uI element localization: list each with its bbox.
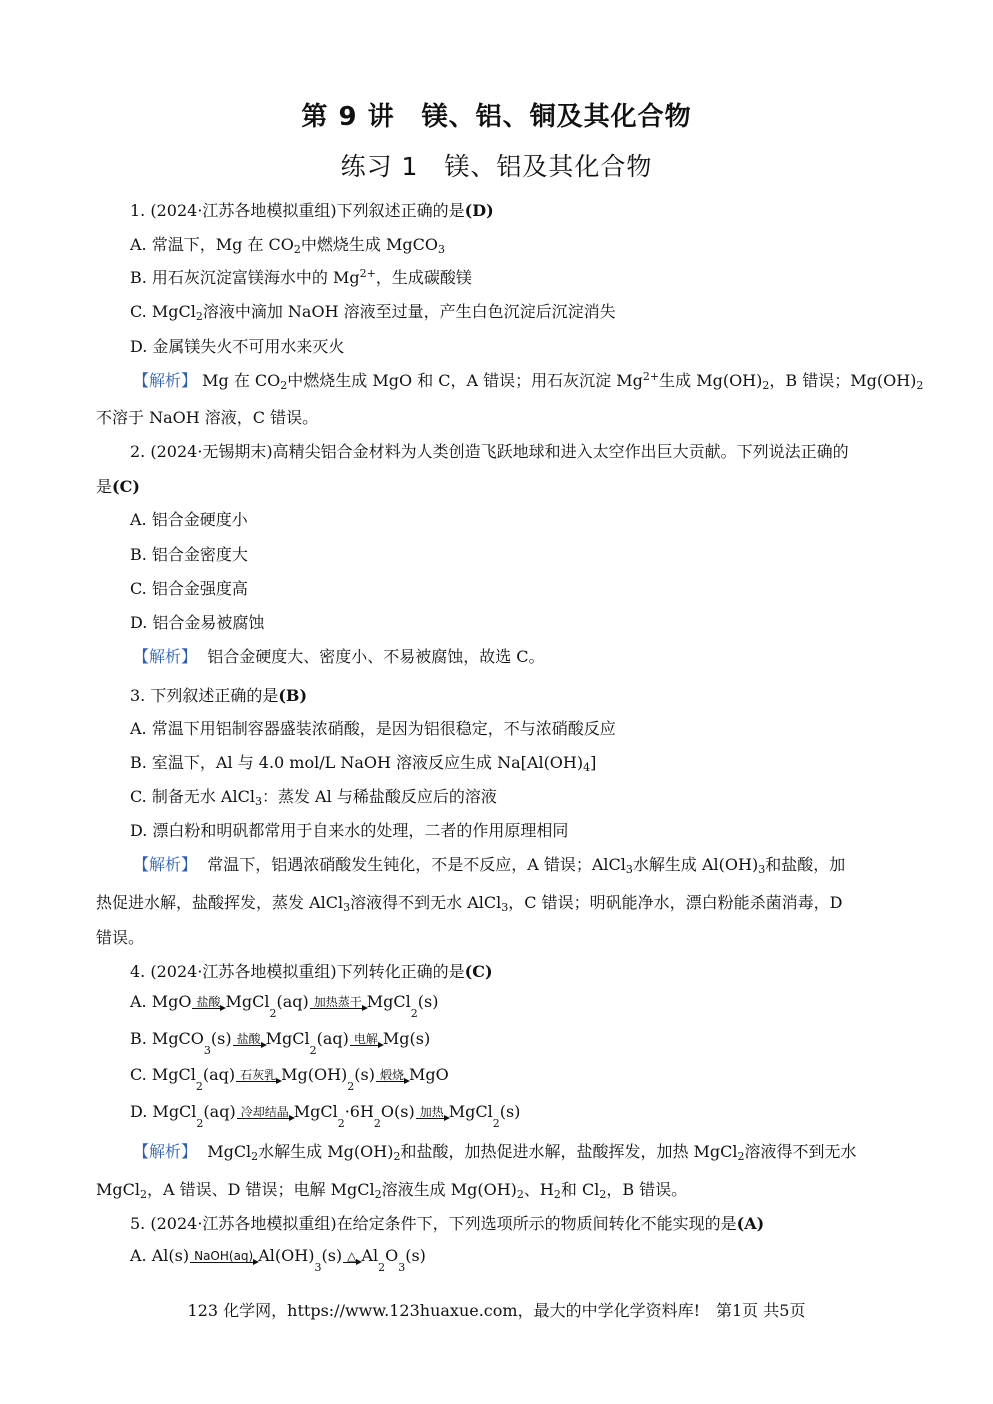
- reaction-arrow: 加热: [416, 1106, 448, 1124]
- question-4-analysis-cont: MgCl$_2$，A 错误、D 错误；电解 MgCl$_2$溶液生成 $Mg(OH)_2$、$H_2$和 $Cl_2$，B 错误。: [96, 1180, 688, 1201]
- question-5-stem: 5. (2024·江苏各地模拟重组)在给定条件下，下列选项所示的物质间转化不能实现的是(A): [130, 1214, 765, 1233]
- question-1-answer: (D): [464, 201, 494, 220]
- question-1-analysis-cont: 不溶于 NaOH 溶液，C 错误。: [96, 408, 319, 427]
- lecture-title: 第 9 讲 镁、铝、铜及其化合物: [301, 102, 692, 132]
- exercise-title: 练习 1 镁、铝及其化合物: [340, 152, 653, 181]
- question-5-answer: (A): [736, 1214, 765, 1233]
- question-2-option-d: D. 铝合金易被腐蚀: [130, 613, 265, 632]
- question-3-analysis-cont: 热促进水解，盐酸挥发，蒸发 AlCl$_3$溶液得不到无水 AlCl$_3$，C 错误；明矾能净水，漂白粉能杀菌消毒，D: [96, 893, 843, 914]
- question-1-option-c: C. MgCl$_2$溶液中滴加 NaOH 溶液至过量，产生白色沉淀后沉淀消失: [130, 302, 616, 323]
- question-3-analysis: 【解析】 常温下，铝遇浓硝酸发生钝化，不是不反应，A 错误；AlCl$_3$水解生成 $Al(OH)_3$和盐酸，加: [133, 855, 846, 876]
- question-2-stem-cont: 是(C): [96, 477, 140, 496]
- question-2-option-c: C. 铝合金强度高: [130, 579, 248, 598]
- reaction-arrow: NaOH(aq): [190, 1250, 257, 1268]
- question-3-stem: 3. 下列叙述正确的是(B): [130, 686, 308, 705]
- question-2-option-b: B. 铝合金密度大: [130, 545, 248, 564]
- question-3-option-b: B. 室温下，Al 与 4.0 mol/L NaOH 溶液反应生成 $Na[Al(OH)_4]$: [130, 753, 597, 774]
- question-5-option-a: A. Al(s) NaOH(aq) Al(OH) 3 (s) △ Al 2 O 3 (s): [130, 1246, 426, 1274]
- reaction-arrow: 加热蒸干: [310, 996, 366, 1014]
- page-footer: 123 化学网，https://www.123huaxue.com，最大的中学化学资料库! 第1页 共5页: [187, 1301, 806, 1320]
- question-4-option-a: A. MgO 盐酸 MgCl 2 (aq) 加热蒸干 MgCl 2 (s): [130, 992, 439, 1020]
- question-2-analysis: 【解析】 铝合金硬度大、密度小、不易被腐蚀，故选 C。: [133, 647, 545, 666]
- question-1-analysis: 【解析】 Mg 在 $CO_2$中燃烧生成 MgO 和 C，A 错误；用石灰沉淀 $Mg^{2+}$生成 $Mg(OH)_2$，B 错误；$Mg(OH)_2$: [133, 370, 924, 392]
- question-3-option-d: D. 漂白粉和明矾都常用于自来水的处理，二者的作用原理相同: [130, 821, 569, 840]
- question-4-option-c: C. MgCl 2 (aq) 石灰乳 Mg(OH) 2 (s) 煅烧 MgO: [130, 1065, 449, 1093]
- reaction-arrow: △: [343, 1250, 360, 1268]
- reaction-arrow: 盐酸: [233, 1033, 265, 1051]
- question-4-answer: (C): [464, 962, 493, 981]
- question-3-answer: (B): [278, 686, 308, 705]
- question-3-option-a: A. 常温下用铝制容器盛装浓硝酸，是因为铝很稳定，不与浓硝酸反应: [130, 719, 616, 738]
- question-3-option-c: C. 制备无水 AlCl$_3$：蒸发 Al 与稀盐酸反应后的溶液: [130, 787, 497, 808]
- question-1-option-d: D. 金属镁失火不可用水来灭火: [130, 337, 345, 356]
- question-1-option-b: B. 用石灰沉淀富镁海水中的 $Mg^{2+}$，生成碳酸镁: [130, 267, 472, 287]
- analysis-label: 【解析】: [133, 647, 198, 666]
- question-1-option-a: A. 常温下，Mg 在 $CO_2$中燃烧生成 MgCO$_3$: [130, 235, 445, 256]
- reaction-arrow: 石灰乳: [236, 1069, 280, 1087]
- question-4-option-b: B. MgCO 3 (s) 盐酸 MgCl 2 (aq) 电解 Mg(s): [130, 1029, 431, 1057]
- question-2-answer: (C): [112, 477, 140, 496]
- question-1-stem: 1. (2024·江苏各地模拟重组)下列叙述正确的是(D): [130, 201, 494, 220]
- question-4-stem: 4. (2024·江苏各地模拟重组)下列转化正确的是(C): [130, 962, 493, 981]
- question-2-option-a: A. 铝合金硬度小: [130, 510, 248, 529]
- analysis-label: 【解析】: [133, 371, 198, 390]
- analysis-label: 【解析】: [133, 855, 198, 874]
- question-2-stem: 2. (2024·无锡期末)高精尖铝合金材料为人类创造飞跃地球和进入太空作出巨大贡献。下列说法正确的: [130, 442, 849, 461]
- reaction-arrow: 盐酸: [192, 996, 224, 1014]
- question-3-analysis-cont2: 错误。: [96, 928, 145, 947]
- reaction-arrow: 冷却结晶: [237, 1106, 293, 1124]
- question-4-analysis: 【解析】 MgCl$_2$水解生成 $Mg(OH)_2$和盐酸，加热促进水解，盐酸挥发，加热 MgCl$_2$溶液得不到无水: [133, 1142, 857, 1163]
- reaction-arrow: 电解: [350, 1033, 382, 1051]
- analysis-label: 【解析】: [133, 1142, 198, 1161]
- reaction-arrow: 煅烧: [376, 1069, 408, 1087]
- question-4-option-d: D. MgCl 2 (aq) 冷却结晶 MgCl 2 ·6H 2 O(s) 加热 MgCl 2 (s): [130, 1102, 521, 1130]
